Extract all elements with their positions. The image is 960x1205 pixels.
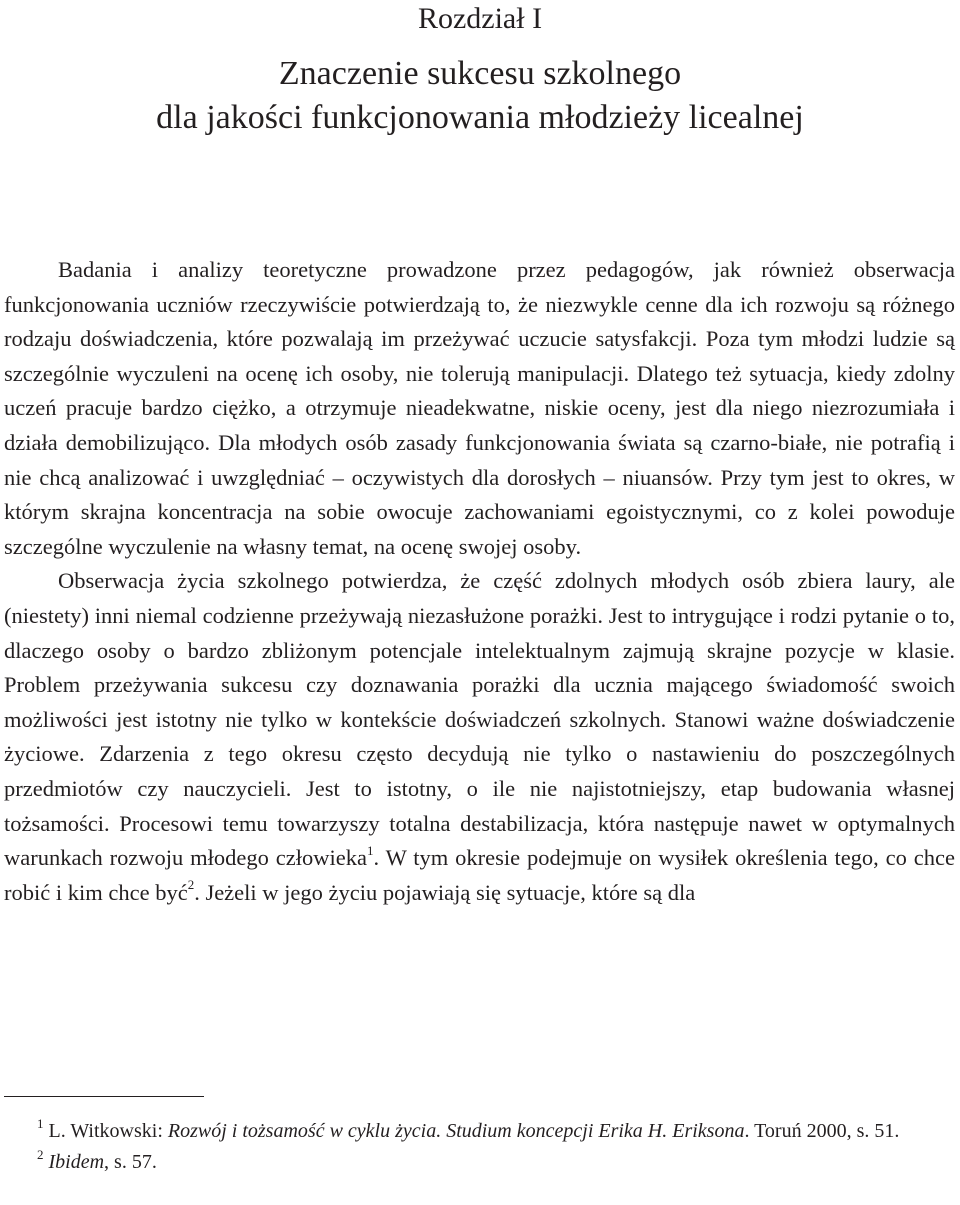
chapter-label: Rozdział I — [417, 2, 543, 35]
chapter-title-line-2: dla jakości funkcjonowania młodzieży licealnej — [156, 99, 804, 136]
footnote-2-ibidem: Ibidem — [48, 1151, 105, 1173]
chapter-title — [0, 52, 960, 140]
footnote-1-number: 1 — [37, 1116, 44, 1132]
paragraph-2-part-1: Obserwacja życia szkolnego potwierdza, że część zdolnych młodych osób zbiera laury, ale (niestety) inni niemal codzienne przeżywają niezasłużone porażki. Jest to intrygujące i rodzi pytanie o to, dlaczego osoby o bardzo zbliżonym potencjale intelektualnym zajmują skrajne pozycje w klasie. Problem przeżywania sukcesu czy doznawania porażki dla ucznia mającego świadomość swoich możliwości jest istotny nie tylko w kontekście doświadczeń szkolnych. Stanowi ważne doświadczenie życiowe. Zdarzenia z tego okresu często decydują nie tylko o nastawieniu do poszczególnych przedmiotów czy nauczycieli. Jest to istotny, o ile nie najistotniejszy, etap budowania własnej tożsamości. Procesowi temu towarzyszy totalna destabilizacja, która następuje nawet w optymalnych warunkach rozwoju młodego człowieka — [4, 568, 955, 871]
paragraph-2-part-2: . W tym okresie podejmuje on wysiłek określenia tego, co chce robić i kim chce być — [4, 845, 956, 905]
footnote-ref-1: 1 — [367, 842, 374, 858]
chapter-title-line-1: Znaczenie sukcesu szkolnego — [278, 55, 682, 92]
footnote-divider — [4, 1096, 204, 1097]
paragraph-1: Badania i analizy teoretyczne prowadzone przez pedagogów, jak również obserwacja funkcjonowania uczniów rzeczywiście potwierdzają to, że niezwykle cenne dla ich rozwoju są różnego rodzaju doświadczenia, które pozwalają im przeżywać uczucie satysfakcji. Poza tym młodzi ludzie są szczególnie wyczuleni na ocenę ich osoby, nie tolerują manipulacji. Dlatego też sytuacja, kiedy zdolny uczeń pracuje bardzo ciężko, a otrzymuje nieadekwatne, niskie oceny, jest dla niego niezrozumiała i działa demobilizująco. Dla młodych osób zasady funkcjonowania świata są czarno-białe, nie potrafią i nie chcą analizować i uwzględniać – oczywistych dla dorosłych – niuansów. Przy tym jest to okres, w którym skrajna koncentracja na sobie owocuje zachowaniami egoistycznymi, co z kolei powoduje szczególne wyczulenie na własny temat, na ocenę swojej osoby. — [4, 257, 955, 559]
footnote-1-rest: . Toruń 2000, s. 51. — [744, 1120, 900, 1142]
paragraph-2-part-3: . Jeżeli w jego życiu pojawiają się sytuacje, które są dla — [194, 879, 696, 905]
footnotes — [4, 1116, 955, 1178]
footnote-ref-2: 2 — [187, 877, 195, 893]
footnote-1-title: Rozwój i tożsamość w cyklu życia. Studium koncepcji Erika H. Eriksona — [167, 1120, 745, 1142]
footnote-2-rest: , s. 57. — [104, 1151, 157, 1173]
footnote-1-author: L. Witkowski: — [48, 1120, 168, 1142]
body-text — [4, 253, 955, 910]
footnote-2 — [4, 1147, 955, 1178]
footnote-2-number: 2 — [37, 1147, 44, 1163]
footnote-1 — [4, 1116, 955, 1147]
paragraph-2 — [4, 564, 955, 910]
